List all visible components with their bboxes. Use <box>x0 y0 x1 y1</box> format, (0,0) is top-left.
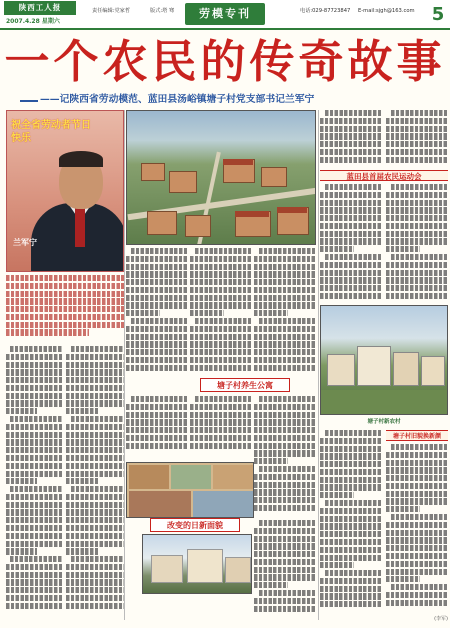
text-line <box>386 576 420 582</box>
text-line <box>254 349 316 355</box>
text-line <box>6 408 37 414</box>
text-line <box>126 287 188 293</box>
text-line <box>320 484 382 490</box>
text-line <box>6 494 62 500</box>
text-line <box>66 408 98 414</box>
text-line <box>320 586 382 592</box>
text-line <box>126 264 188 270</box>
text-line <box>320 207 382 213</box>
text-line <box>254 559 316 565</box>
text-line <box>126 419 188 425</box>
text-line <box>386 483 448 489</box>
text-line <box>6 400 62 406</box>
text-line <box>320 223 382 229</box>
article-column-9 <box>254 520 316 620</box>
text-line <box>6 502 62 508</box>
text-line <box>131 396 188 402</box>
text-line <box>325 570 382 576</box>
text-line <box>254 341 316 347</box>
text-line <box>254 365 316 371</box>
text-line <box>195 318 252 324</box>
text-line <box>126 279 188 285</box>
text-line <box>6 517 62 523</box>
text-line <box>10 486 62 492</box>
text-line <box>126 404 188 410</box>
text-line <box>6 572 62 578</box>
text-line <box>386 452 448 458</box>
text-line <box>259 520 316 526</box>
text-line <box>254 505 316 511</box>
text-line <box>386 141 448 147</box>
text-line <box>386 215 448 221</box>
portrait-name: 兰军宁 <box>13 238 37 247</box>
text-line <box>66 400 124 406</box>
text-line <box>386 200 448 206</box>
text-line <box>320 523 382 529</box>
text-line <box>320 539 382 545</box>
text-line <box>6 509 62 515</box>
article-column-1 <box>6 346 62 618</box>
text-line <box>254 310 288 316</box>
text-line <box>320 562 354 568</box>
text-line <box>259 318 316 324</box>
lead-paragraph <box>6 275 124 345</box>
text-line <box>190 435 252 441</box>
text-line <box>66 354 124 360</box>
text-line <box>66 502 124 508</box>
text-line <box>126 341 188 347</box>
text-line <box>386 133 448 139</box>
text-line <box>391 110 448 116</box>
article-column-2 <box>66 346 124 618</box>
text-line <box>391 584 448 590</box>
text-line <box>66 463 124 469</box>
text-line <box>6 393 62 399</box>
text-line <box>190 310 224 316</box>
article-column-15 <box>386 444 448 612</box>
text-line <box>254 458 288 464</box>
text-line <box>190 419 252 425</box>
text-line <box>386 157 448 163</box>
text-line <box>66 377 124 383</box>
text-line <box>254 497 316 503</box>
text-line <box>386 561 448 567</box>
apartment-photo-caption: 塘子村养生公寓 <box>200 378 290 392</box>
newspaper-logo: 陕西工人报 <box>4 1 76 15</box>
text-line <box>325 184 382 190</box>
column-divider <box>318 110 319 620</box>
text-line <box>66 471 124 477</box>
text-line <box>254 606 316 612</box>
text-line <box>320 547 382 553</box>
text-line <box>391 444 448 450</box>
text-line <box>386 592 448 598</box>
text-line <box>126 427 188 433</box>
text-line <box>66 587 124 593</box>
text-line <box>6 369 62 375</box>
text-line <box>66 595 124 601</box>
text-line <box>126 295 188 301</box>
text-line <box>6 541 62 547</box>
text-line <box>386 293 448 299</box>
text-line <box>320 469 382 475</box>
article-column-5 <box>254 248 316 376</box>
text-line <box>386 460 448 466</box>
text-line <box>6 525 62 531</box>
article-column-7 <box>190 396 252 458</box>
text-line <box>386 498 448 504</box>
article-column-11 <box>386 110 448 166</box>
phone-number: 电话:029-87723847 <box>300 8 351 14</box>
layout-credit: 版式:塔 骞 <box>150 8 175 14</box>
text-line <box>6 439 62 445</box>
text-line <box>6 603 62 609</box>
village-aerial-photo <box>126 110 316 245</box>
text-line <box>386 223 448 229</box>
text-line <box>386 270 448 276</box>
text-line <box>254 551 316 557</box>
text-line <box>386 207 448 213</box>
text-line <box>126 256 188 262</box>
text-line <box>320 508 382 514</box>
text-line <box>71 556 124 562</box>
text-line <box>386 475 448 481</box>
text-line <box>190 404 252 410</box>
text-line <box>320 453 382 459</box>
text-line <box>386 262 448 268</box>
text-line <box>126 435 188 441</box>
text-line <box>386 506 420 512</box>
text-line <box>126 302 188 308</box>
page-headline: 一个农民的传奇故事 <box>4 35 446 88</box>
text-line <box>71 346 124 352</box>
collage-caption: 改变的日新面貌 <box>150 518 240 532</box>
text-line <box>126 310 160 316</box>
text-line <box>320 438 382 444</box>
text-line <box>66 439 124 445</box>
text-line <box>190 279 252 285</box>
text-line <box>190 443 252 449</box>
text-line <box>254 295 316 301</box>
text-line <box>254 567 316 573</box>
village-street-photo <box>142 534 252 594</box>
section-title: 劳模专刊 <box>185 3 265 25</box>
page-number: 5 <box>431 4 445 25</box>
article-column-3 <box>126 248 188 376</box>
text-line <box>66 447 124 453</box>
text-line <box>320 246 354 252</box>
text-line <box>190 334 252 340</box>
text-line <box>66 455 124 461</box>
text-line <box>6 455 62 461</box>
text-line <box>71 486 124 492</box>
text-line <box>386 231 448 237</box>
text-line <box>254 482 316 488</box>
issue-date: 2007.4.28 星期六 <box>6 18 60 25</box>
text-line <box>254 357 316 363</box>
text-line <box>6 424 62 430</box>
text-line <box>320 555 382 561</box>
text-line <box>254 582 288 588</box>
text-line <box>259 466 316 472</box>
text-line <box>254 419 316 425</box>
text-line <box>259 590 316 596</box>
text-line <box>320 157 382 163</box>
section-heading-1: 蓝田县首届农民运动会 <box>320 170 448 181</box>
text-line <box>126 271 188 277</box>
text-line <box>320 446 382 452</box>
text-line <box>6 595 62 601</box>
article-column-4 <box>190 248 252 376</box>
text-line <box>6 579 62 585</box>
text-line <box>131 318 188 324</box>
text-line <box>190 302 252 308</box>
text-line <box>320 192 382 198</box>
village-overview-photo <box>320 305 448 415</box>
text-line <box>190 412 252 418</box>
text-line <box>254 334 316 340</box>
text-line <box>320 516 382 522</box>
text-line <box>66 424 124 430</box>
text-line <box>320 262 382 268</box>
text-line <box>10 346 62 352</box>
text-line <box>66 579 124 585</box>
text-line <box>66 533 124 539</box>
text-line <box>254 543 316 549</box>
portrait-slogan: 祝全省劳动者节日快乐 <box>11 120 91 144</box>
text-line <box>6 354 62 360</box>
text-line <box>190 341 252 347</box>
text-line <box>126 365 188 371</box>
text-line <box>254 279 316 285</box>
text-line <box>190 287 252 293</box>
article-column-13 <box>386 184 448 302</box>
text-line <box>259 248 316 254</box>
email-address: E-mail:sjgh@163.com <box>358 8 415 14</box>
text-line <box>71 416 124 422</box>
text-line <box>320 270 382 276</box>
editor-credit: 责任编辑:党家哲 <box>92 8 131 14</box>
text-line <box>320 126 382 132</box>
text-line <box>254 287 316 293</box>
text-line <box>190 365 252 371</box>
text-line <box>126 334 188 340</box>
text-line <box>126 326 188 332</box>
text-line <box>66 603 124 609</box>
text-line <box>391 184 448 190</box>
text-line <box>254 256 316 262</box>
village-photo-collage <box>126 462 254 518</box>
text-line <box>254 435 316 441</box>
text-line <box>190 295 252 301</box>
text-line <box>66 362 124 368</box>
text-line <box>254 271 316 277</box>
text-line <box>320 215 382 221</box>
text-line <box>391 514 448 520</box>
text-line <box>386 285 448 291</box>
text-line <box>254 412 316 418</box>
text-line <box>386 491 448 497</box>
text-line <box>190 357 252 363</box>
text-line <box>66 548 98 554</box>
text-line <box>254 489 316 495</box>
text-line <box>6 533 62 539</box>
article-column-14 <box>320 430 382 614</box>
text-line <box>320 461 382 467</box>
text-line <box>325 110 382 116</box>
text-line <box>10 416 62 422</box>
text-line <box>6 587 62 593</box>
author-byline: (李军) <box>434 616 448 622</box>
section-heading-2: 塘子村旧貌换新颜 <box>386 430 448 441</box>
text-line <box>320 492 354 498</box>
text-line <box>320 285 382 291</box>
text-line <box>190 427 252 433</box>
text-line <box>6 471 62 477</box>
text-line <box>254 528 316 534</box>
article-column-6 <box>126 396 188 458</box>
text-line <box>320 477 382 483</box>
text-line <box>320 200 382 206</box>
text-line <box>10 556 62 562</box>
text-line <box>325 254 382 260</box>
text-line <box>320 141 382 147</box>
text-line <box>391 254 448 260</box>
text-line <box>386 600 448 606</box>
text-line <box>386 246 420 252</box>
text-line <box>320 238 382 244</box>
text-line <box>6 478 37 484</box>
subtitle-dash <box>20 100 38 102</box>
text-line <box>386 537 448 543</box>
text-line <box>131 248 188 254</box>
text-line <box>6 362 62 368</box>
text-line <box>190 256 252 262</box>
text-line <box>126 443 188 449</box>
text-line <box>6 564 62 570</box>
text-line <box>6 463 62 469</box>
text-line <box>190 349 252 355</box>
text-line <box>6 385 62 391</box>
text-line <box>66 564 124 570</box>
text-line <box>325 430 382 436</box>
text-line <box>254 443 316 449</box>
text-line <box>126 412 188 418</box>
text-line <box>320 277 382 283</box>
portrait-figure-hair <box>59 151 103 167</box>
text-line <box>386 530 448 536</box>
text-line <box>325 500 382 506</box>
overview-photo-caption: 塘子村新农村 <box>367 419 401 425</box>
text-line <box>320 293 382 299</box>
article-column-10 <box>320 110 382 166</box>
text-line <box>386 192 448 198</box>
text-line <box>190 264 252 270</box>
text-line <box>254 427 316 433</box>
text-line <box>6 377 62 383</box>
portrait-figure-tie <box>75 207 85 247</box>
text-line <box>195 396 252 402</box>
text-line <box>320 231 382 237</box>
text-line <box>6 548 37 554</box>
portrait-photo <box>6 110 124 272</box>
text-line <box>254 450 316 456</box>
text-line <box>259 396 316 402</box>
column-divider <box>124 110 125 620</box>
text-line <box>66 432 124 438</box>
page-subtitle: ——记陕西省劳动模范、蓝田县汤峪镇塘子村党支部书记兰军宁 <box>40 94 315 105</box>
text-line <box>6 432 62 438</box>
text-line <box>66 478 98 484</box>
text-line <box>190 326 252 332</box>
text-line <box>6 447 62 453</box>
text-line <box>254 264 316 270</box>
text-line <box>386 553 448 559</box>
text-line <box>320 593 382 599</box>
text-line <box>386 277 448 283</box>
article-column-12 <box>320 184 382 302</box>
text-line <box>254 598 316 604</box>
text-line <box>386 118 448 124</box>
text-line <box>254 536 316 542</box>
text-line <box>320 578 382 584</box>
text-line <box>126 357 188 363</box>
text-line <box>254 474 316 480</box>
text-line <box>320 133 382 139</box>
text-line <box>386 569 448 575</box>
text-line <box>254 302 316 308</box>
text-line <box>66 541 124 547</box>
text-line <box>320 118 382 124</box>
article-column-8 <box>254 396 316 516</box>
text-line <box>195 248 252 254</box>
text-line <box>386 467 448 473</box>
text-line <box>66 525 124 531</box>
text-line <box>320 601 382 607</box>
text-line <box>386 238 448 244</box>
text-line <box>66 494 124 500</box>
text-line <box>66 369 124 375</box>
text-line <box>66 385 124 391</box>
text-line <box>320 531 382 537</box>
text-line <box>66 517 124 523</box>
text-line <box>254 326 316 332</box>
text-line <box>386 545 448 551</box>
text-line <box>386 126 448 132</box>
text-line <box>386 149 448 155</box>
text-line <box>190 271 252 277</box>
text-line <box>386 522 448 528</box>
text-line <box>66 572 124 578</box>
text-line <box>254 574 316 580</box>
text-line <box>66 509 124 515</box>
text-line <box>320 149 382 155</box>
text-line <box>126 349 188 355</box>
text-line <box>254 404 316 410</box>
text-line <box>66 393 124 399</box>
